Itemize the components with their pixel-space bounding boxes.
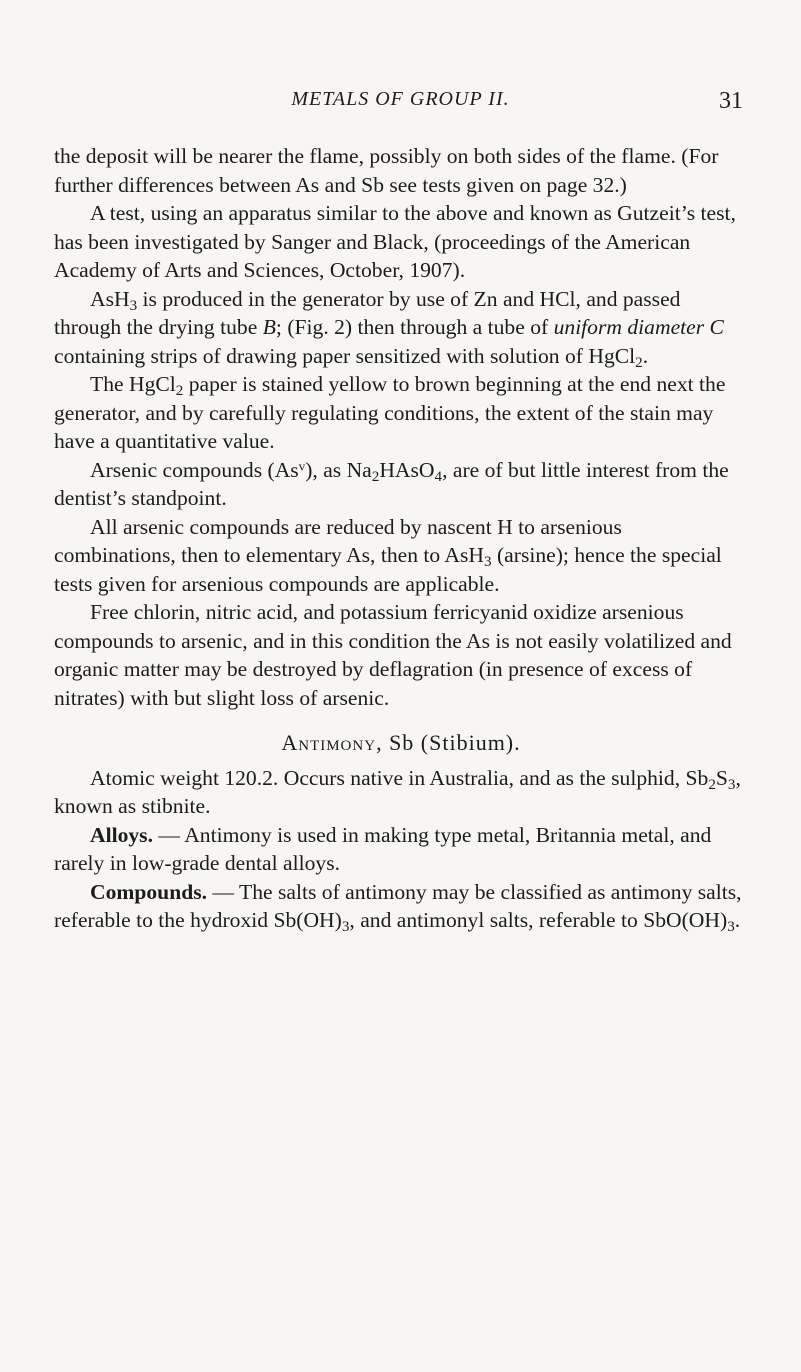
section-heading-antimony (54, 729, 748, 758)
text-segment: , are of but little interest from the dentist’s standpoint. (54, 457, 729, 510)
text-segment: S (715, 765, 728, 790)
page-header (0, 88, 801, 118)
subscript: 2 (175, 382, 184, 399)
body-text (54, 142, 748, 935)
text-segment: , known as stibnite. (54, 765, 741, 818)
text-segment: . (642, 343, 649, 368)
subscript: 3 (484, 553, 492, 570)
text-segment: All arsenic compounds are reduced by nascent H to arsenious combinations, then to elementary As, then to AsH (54, 514, 622, 567)
text-segment: is produced in the generator by use of Zn and HCl, and passed through the drying tube (54, 286, 681, 339)
text-segment: containing strips of drawing paper sensitized with solution of HgCl (54, 343, 636, 368)
subscript: 3 (129, 297, 138, 314)
subscript: 2 (708, 776, 716, 793)
text-segment: Arsenic compounds (As (90, 457, 299, 482)
subscript: 4 (434, 468, 443, 485)
paragraph-gutzeit-test: A test, using an apparatus similar to the above and known as Gutzeit’s test, has been investigated by Sanger and Black, (proceedings of the American Academy of Arts and Sciences, October, 1907). (54, 201, 736, 282)
text-segment: AsH (90, 286, 130, 311)
paragraph-ash3-generator (54, 285, 748, 371)
subscript: 3 (727, 918, 735, 935)
subscript: 2 (635, 354, 643, 371)
paragraph-continuation: the deposit will be nearer the flame, possibly on both sides of the flame. (For further differences between As and Sb see tests given on page 32.) (54, 144, 719, 197)
paragraph-hgcl2-paper (54, 370, 748, 456)
paragraph-arsenic-compounds (54, 456, 748, 513)
italic-label: B (262, 315, 276, 339)
paragraph-compounds (54, 878, 748, 935)
text-segment: paper is stained yellow to brown beginning at the end next the generator, and by carefully regulating conditions, the extent of the stain may have a quantitative value. (54, 372, 726, 453)
text-segment: (arsine); hence the special tests given for arsenious compounds are applicable. (54, 543, 722, 596)
text-segment: — Antimony is used in making type metal, Britannia metal, and rarely in low-grade dental alloys. (54, 822, 712, 875)
paragraph-reduction (54, 513, 748, 599)
subscript: 2 (371, 468, 380, 485)
paragraph-alloys (54, 821, 748, 878)
text-segment: The HgCl (90, 372, 176, 396)
run-in-heading-compounds: Compounds. (90, 879, 208, 904)
text-segment: . (734, 908, 741, 932)
text-segment: HAsO (379, 457, 435, 482)
italic-phrase: uniform diameter C (553, 315, 724, 339)
heading-smallcaps: Antimony (281, 730, 377, 755)
subscript: 3 (727, 776, 736, 793)
heading-rest: , Sb (Stibium). (376, 730, 521, 755)
text-segment: , and antimonyl salts, referable to SbO(OH) (349, 908, 728, 932)
paragraph-oxidation: Free chlorin, nitric acid, and potassium ferricyanid oxidize arsenious compounds to arsenic, and in this condition the As is not easily volatilized and organic matter may be destroyed by deflagration (in presence of excess of nitrates) with but slight loss of arsenic. (54, 600, 732, 710)
text-segment: — The salts of antimony may be classified as antimony salts, referable to the hydroxid Sb(OH) (54, 879, 742, 932)
subscript: 3 (341, 918, 350, 935)
text-segment: ), as Na (305, 457, 372, 482)
run-in-heading-alloys: Alloys. (90, 822, 153, 847)
superscript: v (298, 458, 306, 474)
text-segment: Atomic weight 120.2. Occurs native in Australia, and as the sulphid, Sb (90, 765, 709, 790)
text-segment: ; (Fig. 2) then through a tube of (275, 315, 554, 339)
page-number: 31 (719, 88, 743, 114)
running-title: METALS OF GROUP II. (291, 88, 510, 110)
paragraph-atomic-weight (54, 764, 748, 821)
